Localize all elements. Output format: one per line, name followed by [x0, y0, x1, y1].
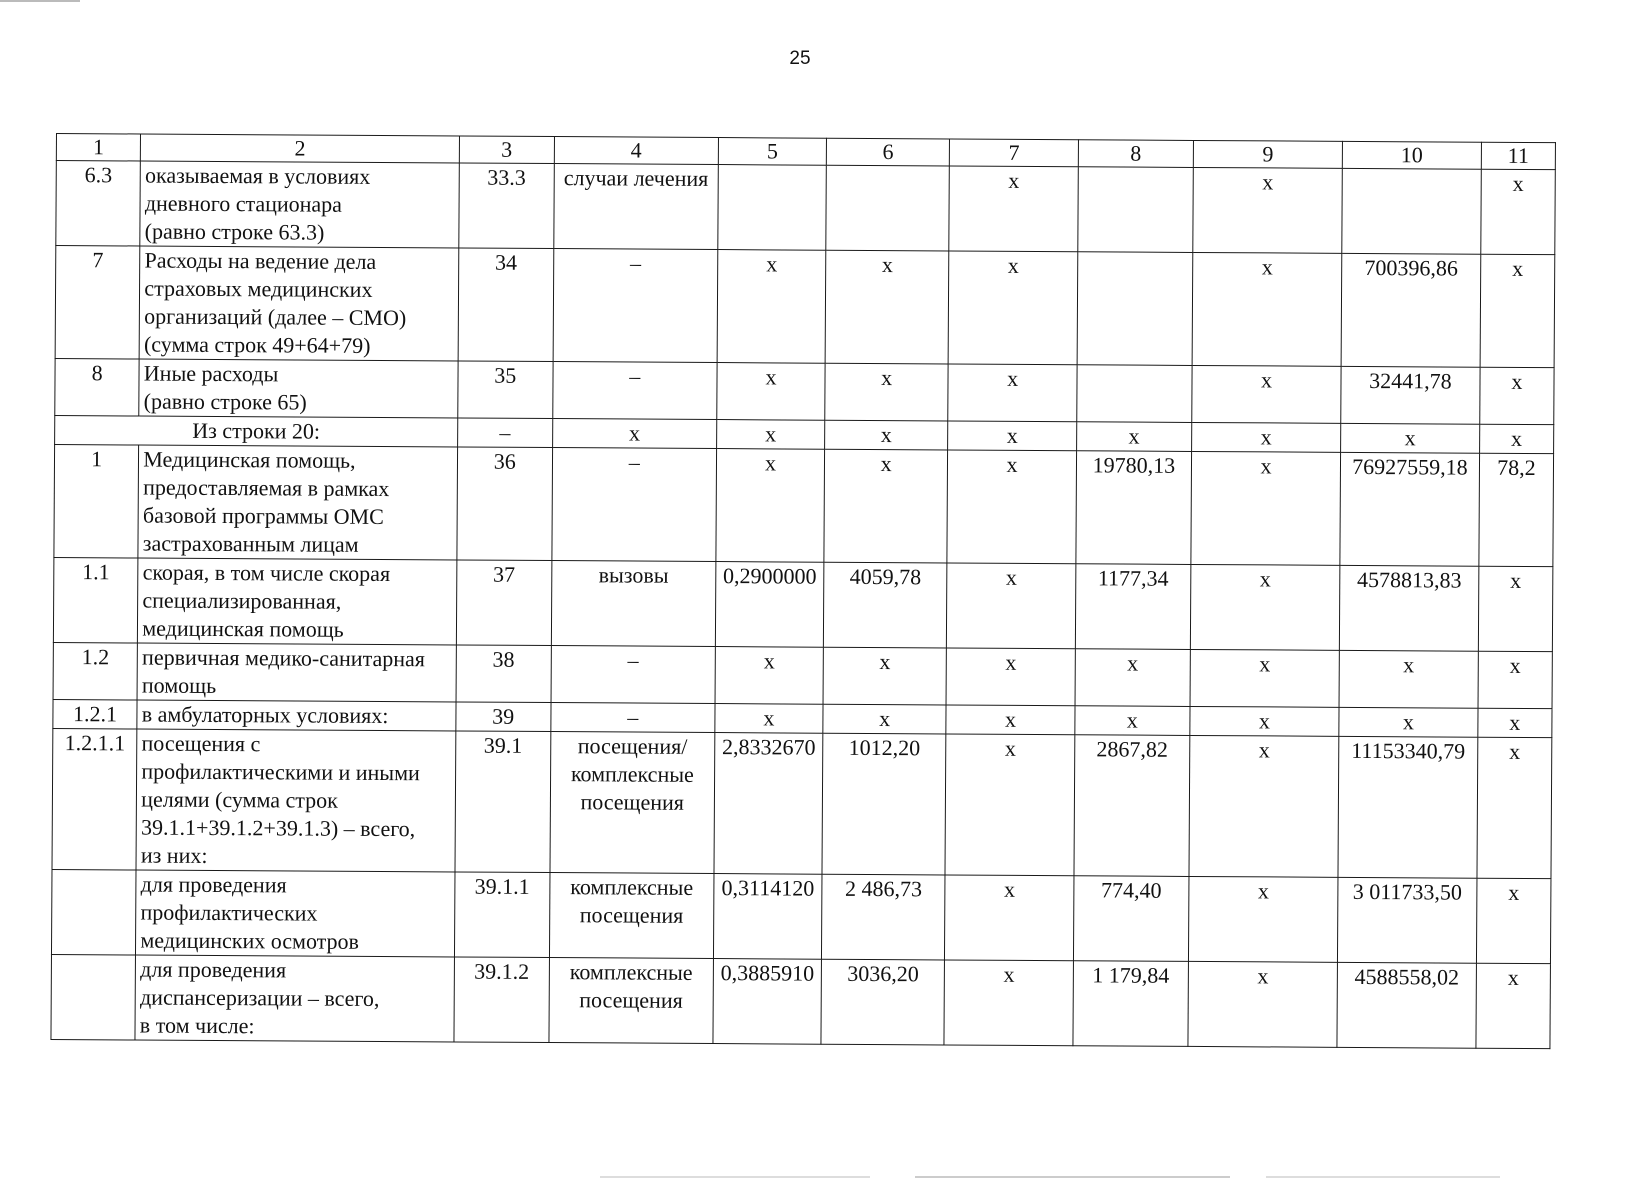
value-cell: 39 — [456, 702, 551, 732]
value-cell: 4578813,83 — [1339, 565, 1478, 651]
value-cell: посещения/ комплексные посещения — [550, 732, 715, 874]
value-cell: 19780,13 — [1076, 451, 1192, 565]
section-label-cell: Из строки 20: — [55, 415, 458, 446]
value-cell: х — [1189, 735, 1339, 877]
value-cell: случаи лечения — [553, 164, 718, 250]
value-cell: х — [1476, 878, 1551, 963]
value-cell: 33.3 — [459, 163, 554, 249]
column-number-cell: 3 — [459, 136, 554, 164]
value-cell: х — [1192, 422, 1341, 452]
row-number-cell: 1 — [54, 444, 139, 558]
value-cell: х — [1075, 706, 1190, 736]
row-description-cell: первичная медико-санитарная помощь — [137, 643, 456, 702]
value-cell: 36 — [457, 447, 552, 561]
column-number-cell: 1 — [56, 134, 140, 162]
value-cell: х — [825, 363, 949, 421]
row-description-cell: Иные расходы (равно строке 65) — [139, 359, 458, 418]
value-cell: 1 179,84 — [1073, 961, 1189, 1047]
page-number: 25 — [789, 48, 811, 69]
value-cell: х — [1190, 706, 1339, 736]
value-cell: х — [945, 734, 1074, 876]
row-number-cell — [51, 954, 136, 1040]
value-cell: х — [825, 250, 949, 364]
value-cell: комплексные посещения — [549, 958, 714, 1044]
value-cell: х — [1481, 169, 1556, 254]
value-cell: 1177,34 — [1075, 564, 1191, 650]
value-cell: х — [1190, 564, 1340, 650]
value-cell: х — [552, 419, 717, 449]
value-cell: х — [948, 251, 1077, 365]
value-cell: х — [1341, 423, 1480, 453]
value-cell — [1077, 365, 1192, 423]
value-cell: х — [944, 960, 1073, 1046]
value-cell: х — [825, 420, 949, 450]
value-cell: 78,2 — [1479, 453, 1554, 566]
value-cell: х — [824, 449, 948, 563]
value-cell: х — [717, 250, 826, 364]
value-cell: – — [551, 646, 716, 704]
row-number-cell: 1.1 — [53, 557, 138, 643]
value-cell — [826, 165, 950, 251]
table-row — [55, 358, 1554, 424]
data-table — [50, 133, 1556, 1049]
value-cell: х — [717, 363, 825, 421]
value-cell: 11153340,79 — [1338, 736, 1478, 878]
row-description-cell: для проведения профилактических медицинских осмотров — [136, 870, 455, 957]
table-row — [55, 246, 1555, 368]
column-number-cell: 7 — [950, 139, 1079, 167]
value-cell: 774,40 — [1073, 876, 1189, 962]
value-cell: х — [946, 705, 1075, 735]
value-cell: – — [551, 448, 716, 562]
row-description-cell: скорая, в том числе скорая специализированная, медицинская помощь — [138, 558, 457, 645]
value-cell: х — [715, 647, 823, 705]
value-cell: – — [552, 362, 717, 420]
value-cell: х — [948, 421, 1077, 451]
value-cell — [1342, 168, 1481, 254]
value-cell — [1077, 252, 1193, 366]
row-description-cell: в амбулаторных условиях: — [137, 700, 456, 731]
value-cell: 2867,82 — [1074, 735, 1190, 877]
column-number-cell: 4 — [554, 137, 719, 165]
row-number-cell: 6.3 — [56, 161, 141, 247]
value-cell: х — [1192, 252, 1342, 366]
table-row — [54, 444, 1554, 566]
value-cell: х — [1076, 422, 1191, 452]
scan-noise-line — [600, 1176, 1500, 1178]
value-cell: х — [945, 875, 1074, 961]
value-cell — [718, 165, 826, 251]
value-cell: х — [1339, 707, 1478, 737]
column-number-cell: 2 — [141, 134, 460, 163]
value-cell: 2 486,73 — [821, 874, 945, 960]
value-cell: х — [948, 364, 1077, 422]
value-cell: х — [1479, 424, 1553, 453]
value-cell: 0,3885910 — [713, 959, 821, 1045]
value-cell: х — [1193, 167, 1343, 253]
value-cell: х — [1477, 737, 1552, 878]
value-cell: комплексные посещения — [549, 873, 714, 959]
column-number-cell: 8 — [1078, 140, 1193, 168]
value-cell: х — [947, 563, 1076, 649]
value-cell — [1078, 167, 1194, 253]
table-row — [53, 642, 1552, 708]
value-cell: х — [1478, 651, 1553, 708]
value-cell: х — [1480, 367, 1555, 424]
row-description-cell: Расходы на ведение дела страховых медицинских организаций (далее – СМО) (сумма строк 49+64+79) — [139, 246, 458, 361]
row-number-cell — [51, 869, 136, 955]
value-cell: х — [717, 420, 825, 450]
value-cell: х — [947, 450, 1076, 564]
row-number-cell: 7 — [55, 246, 140, 360]
value-cell: 34 — [458, 248, 553, 362]
value-cell: х — [1480, 254, 1555, 367]
row-description-cell: оказываемая в условиях дневного стационара (равно строке 63.3) — [140, 161, 459, 248]
value-cell: х — [1192, 365, 1341, 423]
value-cell: 1012,20 — [822, 733, 946, 875]
value-cell: 0,3114120 — [714, 874, 822, 960]
value-cell: 0,2900000 — [715, 562, 823, 648]
row-description-cell: для проведения диспансеризации – всего, в том числе: — [135, 955, 454, 1042]
column-number-cell: 9 — [1193, 140, 1342, 168]
value-cell: х — [949, 166, 1078, 252]
value-cell: 35 — [458, 361, 553, 419]
value-cell: 39.1.1 — [454, 872, 549, 958]
row-number-cell: 1.2.1 — [53, 699, 137, 729]
row-description-cell: посещения с профилактическими и иными целями (сумма строк 39.1.1+39.1.2+39.1.3) – всего, из них: — [136, 729, 456, 872]
value-cell: х — [823, 647, 947, 705]
value-cell: 4059,78 — [823, 562, 947, 648]
value-cell: х — [823, 704, 947, 734]
value-cell: 3036,20 — [821, 959, 945, 1045]
value-cell: х — [1191, 451, 1341, 565]
value-cell: 38 — [456, 645, 551, 703]
table-row — [52, 728, 1552, 878]
value-cell: вызовы — [551, 561, 716, 647]
scan-edge-mark — [0, 0, 80, 2]
value-cell: 39.1.2 — [454, 957, 549, 1043]
row-number-cell: 1.2.1.1 — [52, 728, 137, 870]
value-cell: 700396,86 — [1341, 253, 1480, 367]
value-cell: х — [1478, 566, 1553, 651]
value-cell: – — [458, 418, 553, 448]
value-cell: 32441,78 — [1341, 366, 1480, 424]
table-row — [53, 557, 1552, 651]
value-cell: 2,8332670 — [714, 733, 823, 875]
value-cell: х — [1339, 650, 1478, 708]
value-cell: 76927559,18 — [1340, 452, 1479, 566]
value-cell: 39.1 — [455, 731, 550, 873]
value-cell: х — [1190, 649, 1339, 707]
value-cell: х — [715, 704, 823, 734]
value-cell: х — [946, 648, 1075, 706]
value-cell: х — [1478, 708, 1552, 737]
value-cell: 3 011733,50 — [1338, 877, 1477, 963]
row-number-cell: 1.2 — [53, 642, 138, 700]
value-cell: х — [1188, 961, 1338, 1047]
row-description-cell: Медицинская помощь, предоставляемая в рамках базовой программы ОМС застрахованным лицам — [138, 445, 457, 560]
column-number-cell: 5 — [718, 138, 826, 166]
table-row — [56, 161, 1555, 255]
table-row — [51, 869, 1550, 963]
value-cell: х — [1075, 649, 1190, 707]
value-cell: – — [553, 249, 718, 363]
table-row — [51, 954, 1550, 1048]
value-cell: х — [1188, 876, 1338, 962]
value-cell: 37 — [456, 560, 551, 646]
value-cell: х — [1476, 963, 1551, 1048]
column-number-cell: 10 — [1342, 141, 1481, 169]
value-cell: 4588558,02 — [1337, 962, 1476, 1048]
value-cell: х — [716, 449, 825, 563]
row-number-cell: 8 — [55, 358, 140, 416]
column-number-cell: 11 — [1481, 142, 1555, 169]
value-cell: – — [550, 703, 715, 733]
column-number-cell: 6 — [826, 138, 950, 166]
